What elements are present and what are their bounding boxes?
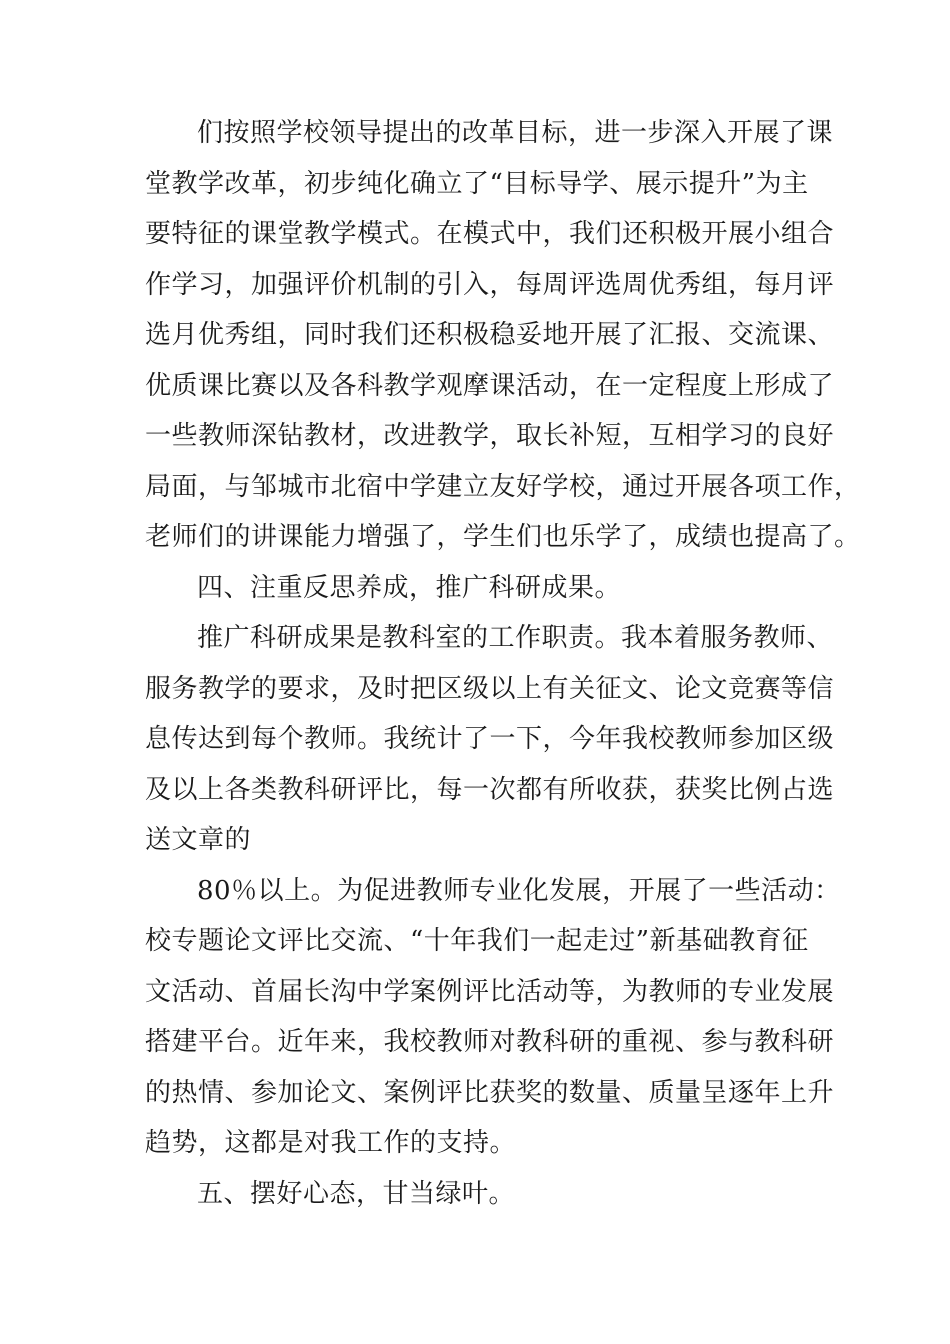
paragraph-line: 的热情、参加论文、案例评比获奖的数量、质量呈逐年上升 xyxy=(145,1077,835,1108)
paragraph-line: 息传达到每个教师。我统计了一下，今年我校教师参加区级 xyxy=(145,724,835,754)
paragraph-line: 搭建平台。近年来，我校教师对教科研的重视、参与教科研 xyxy=(145,1027,835,1057)
document-body xyxy=(145,108,861,1219)
paragraph-line: 选月优秀组，同时我们还积极稳妥地开展了汇报、交流课、 xyxy=(145,320,835,350)
paragraph-line: 们按照学校领导提出的改革目标，进一步深入开展了课 xyxy=(197,118,834,148)
paragraph-line: 优质课比赛以及各科教学观摩课活动，在一定程度上形成了 xyxy=(145,370,835,401)
paragraph-line: 趋势，这都是对我工作的支持。 xyxy=(145,1128,517,1158)
paragraph-line: 作学习，加强评价机制的引入，每周评选周优秀组，每月评 xyxy=(145,269,835,300)
paragraph-line: 局面，与邹城市北宿中学建立友好学校，通过开展各项工作， xyxy=(145,471,861,502)
paragraph-line: 送文章的 xyxy=(145,825,252,855)
paragraph-line: 老师们的讲课能力增强了，学生们也乐学了，成绩也提高了。 xyxy=(145,522,861,552)
section-heading: 五、摆好心态，甘当绿叶。 xyxy=(197,1178,516,1209)
section-heading: 四、注重反思养成，推广科研成果。 xyxy=(197,572,622,603)
paragraph-line: 推广科研成果是教科室的工作职责。我本着服务教师、 xyxy=(197,623,834,653)
paragraph-line: 80％以上。为促进教师专业化发展，开展了一些活动： xyxy=(197,875,841,906)
paragraph-line: 文活动、首届长沟中学案例评比活动等，为教师的专业发展 xyxy=(145,976,835,1007)
paragraph-line: 服务教学的要求，及时把区级以上有关征文、论文竞赛等信 xyxy=(145,673,835,704)
paragraph-line: 要特征的课堂教学模式。在模式中，我们还积极开展小组合 xyxy=(145,219,835,249)
paragraph-line: 校专题论文评比交流、“十年我们一起走过”新基础教育征 xyxy=(145,926,809,956)
paragraph-line: 堂教学改革，初步纯化确立了“目标导学、展示提升”为主 xyxy=(145,168,809,199)
paragraph-line: 一些教师深钻教材，改进教学，取长补短，互相学习的良好 xyxy=(145,421,835,451)
paragraph-line: 及以上各类教科研评比，每一次都有所收获，获奖比例占选 xyxy=(145,774,835,805)
